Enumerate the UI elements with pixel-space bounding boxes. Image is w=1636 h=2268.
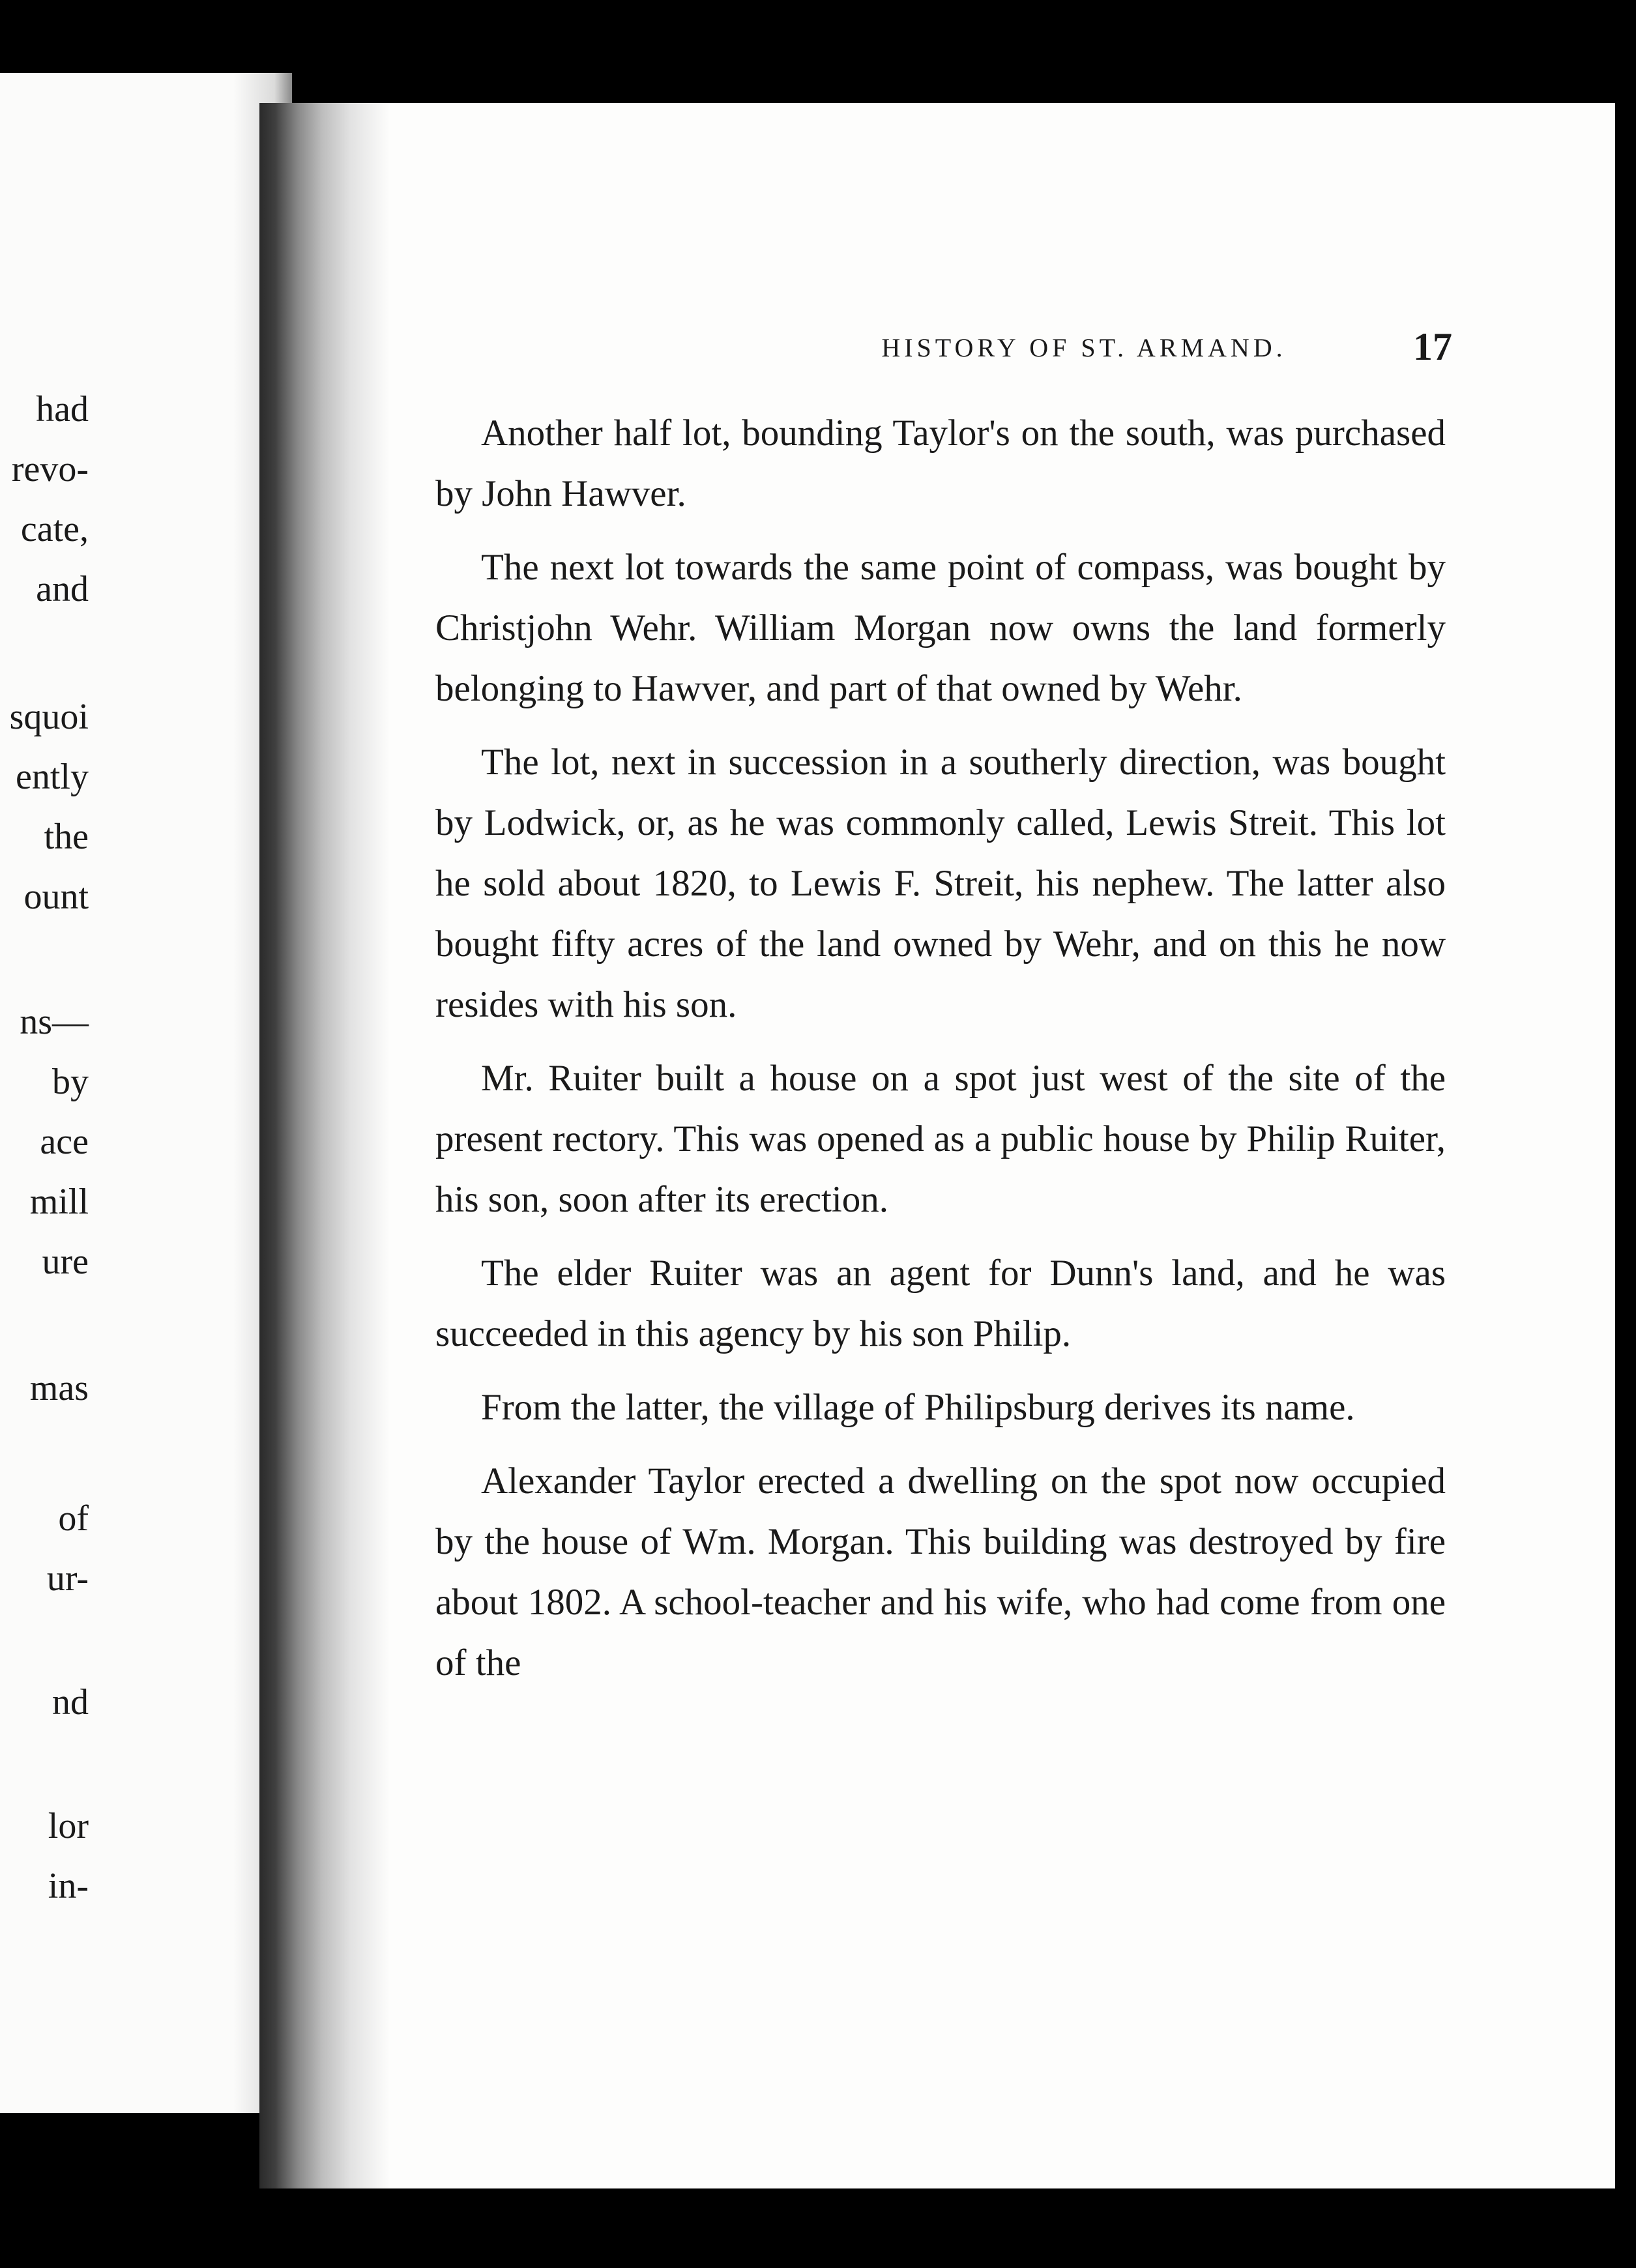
left-page-fragment: lor — [48, 1806, 89, 1846]
left-page-fragment: the — [44, 817, 89, 857]
left-page-fragment: of — [58, 1498, 89, 1539]
left-page — [0, 73, 292, 2113]
left-page-fragment: squoi — [9, 697, 89, 737]
left-page-fragment: by — [52, 1062, 89, 1102]
left-page-fragment: ns— — [20, 1002, 89, 1042]
paragraph: Mr. Ruiter built a house on a spot just west of the site of the present rectory. This was opened as a public house by Philip Ruiter, his son, soon after its erection. — [435, 1058, 1446, 1220]
left-page-fragment: mas — [29, 1368, 89, 1408]
page-number: 17 — [1413, 325, 1452, 368]
paragraph: The elder Ruiter was an agent for Dunn's land, and he was succeeded in this agency by his son Philip. — [435, 1253, 1446, 1354]
left-page-fragment: revo- — [11, 449, 89, 489]
paragraph: Another half lot, bounding Taylor's on the south, was purchased by John Hawver. — [435, 413, 1446, 514]
paragraph: The lot, next in succession in a southerly direction, was bought by Lodwick, or, as he was commonly called, Lewis Streit. This lot he sold about 1820, to Lewis F. Streit, his nephew. The latter also bought fifty acres of the land owned by Wehr, and on this he now resides with his son. — [435, 742, 1446, 1025]
paragraph: The next lot towards the same point of compass, was bought by Christjohn Wehr. William Morgan now owns the land formerly belonging to Hawver, and part of that owned by Wehr. — [435, 547, 1446, 709]
left-page-fragment: ently — [16, 757, 89, 797]
left-page-fragment: had — [36, 389, 89, 429]
paragraph: From the latter, the village of Philipsburg derives its name. — [481, 1387, 1355, 1428]
left-page-fragment: cate, — [20, 509, 89, 549]
right-page — [259, 103, 1615, 2188]
body-text — [435, 403, 1446, 1706]
paragraph: Alexander Taylor erected a dwelling on the spot now occupied by the house of Wm. Morgan. This building was destroyed by fire about 1802. A school-teacher and his wife, who had come from one of the — [435, 1461, 1446, 1683]
left-page-fragment: and — [36, 569, 89, 609]
left-page-fragment: ace — [40, 1122, 89, 1162]
left-page-fragment: ure — [42, 1242, 89, 1282]
left-page-fragment: nd — [52, 1682, 89, 1723]
left-page-fragment: mill — [29, 1182, 89, 1222]
left-page-fragment: in- — [48, 1866, 89, 1906]
left-page-fragment: ount — [23, 877, 89, 917]
running-head: HISTORY OF ST. ARMAND. — [881, 333, 1287, 362]
left-page-fragment: ur- — [46, 1558, 89, 1599]
book-gutter — [259, 103, 390, 2188]
